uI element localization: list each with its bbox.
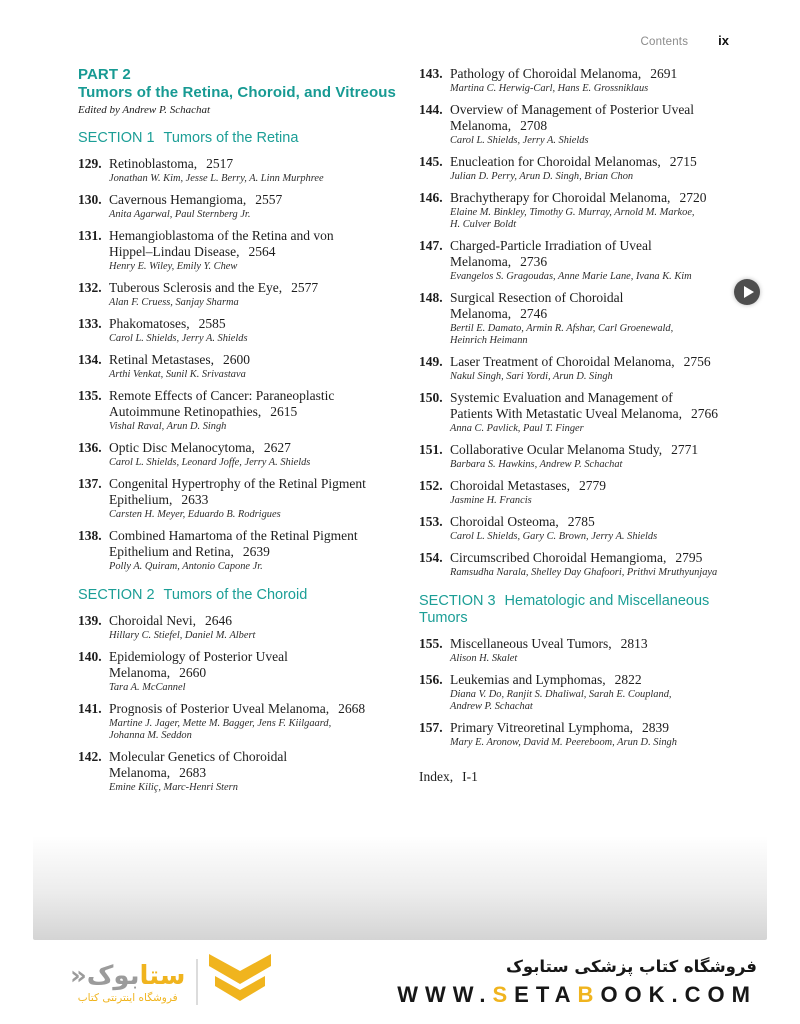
chapter-authors-line1: Ramsudha Narala, Shelley Day Ghafoori, Prithvi Mruthyunjaya (450, 567, 718, 578)
logo-wordmark-block (70, 961, 185, 1004)
chapter-page: 2615 (270, 404, 298, 419)
chapter-authors (109, 261, 409, 273)
toc-entry (78, 749, 409, 794)
page-header (641, 33, 729, 48)
chapter-authors-line1: Diana V. Do, Ranjit S. Dhaliwal, Sarah E. Coupland, (450, 689, 672, 700)
chapter-title: Congenital Hypertrophy of the Retinal Pigment (109, 476, 366, 491)
logo-subtitle: فروشگاه اینترنتی کتاب (77, 991, 178, 1004)
chapter-title-line (109, 528, 409, 560)
chapter-page: 2720 (679, 190, 707, 205)
wordmark-gray-part: بوک (86, 960, 140, 991)
chapter-authors-line1: Polly A. Quiram, Antonio Capone Jr. (109, 561, 263, 572)
toc-entry (419, 290, 750, 347)
chapter-title-cont: Epithelium and Retina, (109, 544, 234, 559)
chapter-authors (109, 333, 409, 345)
footer-brand-text (397, 956, 757, 1008)
chapter-title-line (450, 354, 750, 370)
chapter-title: Choroidal Nevi, (109, 613, 196, 628)
toc-column-left (78, 66, 409, 801)
chapter-title-cont: Autoimmune Retinopathies, (109, 404, 262, 419)
section-name: Tumors of the Choroid (163, 587, 308, 603)
chapter-authors (450, 653, 750, 665)
chapter-authors-line1: Mary E. Aronow, David M. Peereboom, Arun D. Singh (450, 737, 677, 748)
footer-website (397, 982, 757, 1008)
chapter-number: 136. (78, 440, 102, 455)
page-number: ix (718, 33, 729, 48)
chapter-authors (450, 689, 750, 713)
chapter-number: 133. (78, 316, 102, 331)
chapter-title: Charged-Particle Irradiation of Uveal (450, 238, 652, 253)
chapter-title: Laser Treatment of Choroidal Melanoma, (450, 354, 675, 369)
chapter-title-line (109, 613, 409, 629)
toc-entry (419, 636, 750, 665)
toc-columns (78, 66, 750, 801)
chapter-authors-line1: Jonathan W. Kim, Jesse L. Berry, A. Linn Murphree (109, 173, 324, 184)
toc-entry (78, 352, 409, 381)
chapter-number: 154. (419, 550, 443, 565)
website-post: OOK.COM (600, 982, 757, 1007)
chapter-title: Miscellaneous Uveal Tumors, (450, 636, 612, 651)
toc-entry (419, 478, 750, 507)
footer-tagline: فروشگاه کتاب پزشکی ستابوک (506, 957, 757, 976)
chapter-authors-line1: Alan F. Cruess, Sanjay Sharma (109, 297, 239, 308)
chapter-authors-line1: Hillary C. Stiefel, Daniel M. Albert (109, 630, 256, 641)
section-heading-2 (78, 587, 409, 604)
toc-entry (78, 701, 409, 742)
chapter-number: 145. (419, 154, 443, 169)
chapter-title-line (109, 440, 409, 456)
toc-entry (419, 442, 750, 471)
wordmark-guillemet: « (70, 960, 87, 991)
chapter-page: 2785 (567, 514, 595, 529)
chapter-number: 141. (78, 701, 102, 716)
chapter-number: 139. (78, 613, 102, 628)
wordmark-gold-part: ستا (139, 960, 186, 991)
chapter-authors-line2: Heinrich Heimann (450, 335, 528, 346)
chapter-title: Enucleation for Choroidal Melanomas, (450, 154, 661, 169)
chapter-authors-line1: Henry E. Wiley, Emily Y. Chew (109, 261, 238, 272)
chapter-number: 150. (419, 390, 443, 405)
chapter-authors (109, 682, 409, 694)
chapter-title-line (450, 720, 750, 736)
chapter-title-line (450, 190, 750, 206)
chapter-authors (450, 737, 750, 749)
chapter-authors-line1: Barbara S. Hawkins, Andrew P. Schachat (450, 459, 623, 470)
chapter-authors (450, 371, 750, 383)
section-3-entries (419, 636, 750, 749)
chapter-authors (450, 459, 750, 471)
chapter-page: 2736 (520, 254, 548, 269)
chapter-title: Primary Vitreoretinal Lymphoma, (450, 720, 634, 735)
chapter-page: 2715 (669, 154, 697, 169)
toc-entry (78, 156, 409, 185)
toc-entry (78, 192, 409, 221)
contents-label: Contents (640, 36, 689, 48)
chapter-page: 2779 (578, 478, 606, 493)
chapter-page: 2813 (620, 636, 648, 651)
chapter-page: 2771 (671, 442, 699, 457)
logo-divider (196, 959, 198, 1005)
chapter-authors (109, 297, 409, 309)
chapter-title-line (109, 476, 409, 508)
chapter-page: 2633 (181, 492, 209, 507)
chapter-title-cont: Epithelium, (109, 492, 173, 507)
chapter-title: Systemic Evaluation and Management of (450, 390, 673, 405)
chapter-authors (450, 83, 750, 95)
chapter-authors-line1: Tara A. McCannel (109, 682, 186, 693)
chapter-title-line (109, 228, 409, 260)
chapter-page: 2564 (248, 244, 276, 259)
section-2-entries-left (78, 613, 409, 794)
chapter-page: 2577 (291, 280, 319, 295)
website-s: S (492, 982, 515, 1007)
chapter-number: 153. (419, 514, 443, 529)
toc-entry (419, 190, 750, 231)
chapter-authors (450, 531, 750, 543)
chapter-title: Brachytherapy for Choroidal Melanoma, (450, 190, 671, 205)
chapter-authors (109, 457, 409, 469)
chapter-authors-line2: H. Culver Boldt (450, 219, 517, 230)
double-chevron-down-icon (209, 954, 271, 1010)
chapter-authors (109, 509, 409, 521)
chapter-title-line (450, 290, 750, 322)
chapter-title-line (450, 66, 750, 82)
toc-entry (78, 613, 409, 642)
toc-entry (78, 316, 409, 345)
toc-entry (78, 280, 409, 309)
chapter-authors (109, 209, 409, 221)
chapter-page: 2639 (242, 544, 270, 559)
chapter-number: 156. (419, 672, 443, 687)
section-label: SECTION 2 (78, 587, 155, 603)
chapter-authors (109, 173, 409, 185)
chapter-page: 2683 (179, 765, 207, 780)
chapter-number: 131. (78, 228, 102, 243)
chapter-title-line (450, 636, 750, 652)
chapter-number: 155. (419, 636, 443, 651)
chapter-title-line (109, 156, 409, 172)
chapter-title: Prognosis of Posterior Uveal Melanoma, (109, 701, 330, 716)
chapter-number: 142. (78, 749, 102, 764)
chapter-title-line (450, 478, 750, 494)
chapter-authors-line1: Carol L. Shields, Jerry A. Shields (109, 333, 248, 344)
section-name: Hematologic and Miscellaneous Tumors (419, 593, 710, 626)
toc-entry (419, 354, 750, 383)
chapter-authors (450, 135, 750, 147)
chapter-title-line (109, 749, 409, 781)
chapter-number: 152. (419, 478, 443, 493)
chapter-authors-line1: Evangelos S. Gragoudas, Anne Marie Lane, Ivana K. Kim (450, 271, 692, 282)
toc-entry (419, 720, 750, 749)
chapter-authors (109, 718, 409, 742)
chapter-authors-line1: Vishal Raval, Arun D. Singh (109, 421, 227, 432)
chapter-title: Leukemias and Lymphomas, (450, 672, 606, 687)
chapter-title: Retinal Metastases, (109, 352, 214, 367)
chapter-authors (109, 421, 409, 433)
chapter-title-line (109, 316, 409, 332)
chapter-number: 151. (419, 442, 443, 457)
chapter-number: 147. (419, 238, 443, 253)
chapter-authors-line1: Jasmine H. Francis (450, 495, 532, 506)
chapter-title: Overview of Management of Posterior Uveal (450, 102, 695, 117)
chapter-title: Surgical Resection of Choroidal (450, 290, 624, 305)
chapter-authors-line1: Martine J. Jager, Mette M. Bagger, Jens F. Kiilgaard, (109, 718, 332, 729)
chapter-authors-line2: Johanna M. Seddon (109, 730, 192, 741)
chapter-title: Combined Hamartoma of the Retinal Pigment (109, 528, 358, 543)
chapter-title: Epidemiology of Posterior Uveal (109, 649, 288, 664)
chapter-title-cont: Hippel–Lindau Disease, (109, 244, 240, 259)
chapter-page: 2756 (683, 354, 711, 369)
chapter-authors (450, 495, 750, 507)
toc-entry (78, 528, 409, 573)
section-heading-3 (419, 593, 750, 627)
chapter-title-line (450, 154, 750, 170)
chapter-page: 2600 (222, 352, 250, 367)
chapter-title-cont: Melanoma, (450, 254, 512, 269)
chapter-number: 148. (419, 290, 443, 305)
chapter-number: 130. (78, 192, 102, 207)
toc-entry (419, 672, 750, 713)
index-entry (419, 769, 750, 785)
chapter-title-line (450, 390, 750, 422)
part-title: Tumors of the Retina, Choroid, and Vitreous (78, 84, 396, 101)
toc-column-right (419, 66, 750, 801)
chapter-authors-line1: Bertil E. Damato, Armin R. Afshar, Carl Groenewald, (450, 323, 674, 334)
chapter-page: 2766 (691, 406, 719, 421)
chapter-title: Choroidal Metastases, (450, 478, 570, 493)
toc-entry (78, 649, 409, 694)
chapter-number: 140. (78, 649, 102, 664)
chapter-title: Retinoblastoma, (109, 156, 198, 171)
chapter-number: 138. (78, 528, 102, 543)
section-label: SECTION 3 (419, 593, 496, 609)
chapter-title-line (450, 672, 750, 688)
chapter-title-cont: Melanoma, (109, 765, 171, 780)
chapter-page: 2746 (520, 306, 548, 321)
part-editor: Edited by Andrew P. Schachat (78, 104, 211, 116)
chapter-page: 2691 (650, 66, 678, 81)
chapter-authors (109, 369, 409, 381)
chapter-authors-line2: Andrew P. Schachat (450, 701, 533, 712)
website-b: B (577, 982, 601, 1007)
chapter-page: 2839 (642, 720, 670, 735)
chapter-title-line (450, 102, 750, 134)
chapter-authors-line1: Alison H. Skalet (450, 653, 518, 664)
chapter-title-cont: Melanoma, (450, 118, 512, 133)
toc-entry (419, 238, 750, 283)
chapter-authors (450, 567, 750, 579)
toc-entry (419, 66, 750, 95)
toc-entry (78, 476, 409, 521)
chapter-authors-line1: Nakul Singh, Sari Yordi, Arun D. Singh (450, 371, 613, 382)
section-heading-1 (78, 130, 409, 147)
chapter-authors (109, 630, 409, 642)
index-page: I-1 (462, 769, 478, 784)
section-name: Tumors of the Retina (163, 130, 299, 146)
footer (0, 940, 800, 1024)
chapter-title: Choroidal Osteoma, (450, 514, 559, 529)
chapter-authors-line1: Carol L. Shields, Jerry A. Shields (450, 135, 589, 146)
chapter-number: 134. (78, 352, 102, 367)
section-1-entries (78, 156, 409, 573)
chapter-page: 2795 (675, 550, 703, 565)
chapter-title: Cavernous Hemangioma, (109, 192, 247, 207)
website-mid: ETA (514, 982, 578, 1007)
chapter-title: Pathology of Choroidal Melanoma, (450, 66, 642, 81)
chapter-page: 2585 (198, 316, 226, 331)
index-label: Index, (419, 769, 454, 784)
chapter-title-line (109, 352, 409, 368)
toc-entry (419, 390, 750, 435)
chapter-title-cont: Melanoma, (109, 665, 171, 680)
toc-entry (419, 154, 750, 183)
chapter-page: 2668 (338, 701, 366, 716)
chapter-number: 132. (78, 280, 102, 295)
chapter-title: Remote Effects of Cancer: Paraneoplastic (109, 388, 335, 403)
chapter-number: 149. (419, 354, 443, 369)
chapter-page: 2660 (179, 665, 207, 680)
toc-entry (78, 388, 409, 433)
chapter-authors (450, 423, 750, 435)
chapter-authors (450, 207, 750, 231)
chapter-title-line (450, 514, 750, 530)
chapter-authors-line1: Julian D. Perry, Arun D. Singh, Brian Chon (450, 171, 634, 182)
chapter-page: 2646 (205, 613, 232, 628)
page-bottom-shadow (33, 836, 767, 940)
chapter-title-line (450, 442, 750, 458)
setabook-logo (70, 954, 271, 1010)
part-heading (78, 66, 409, 117)
chapter-authors-line1: Anita Agarwal, Paul Sternberg Jr. (109, 209, 251, 220)
section-2-entries-right (419, 66, 750, 579)
chapter-number: 137. (78, 476, 102, 491)
chapter-authors-line1: Carol L. Shields, Gary C. Brown, Jerry A. Shields (450, 531, 658, 542)
chapter-authors-line1: Elaine M. Binkley, Timothy G. Murray, Arnold M. Markoe, (450, 207, 695, 218)
chapter-title: Tuberous Sclerosis and the Eye, (109, 280, 283, 295)
chapter-title: Hemangioblastoma of the Retina and von (109, 228, 334, 243)
toc-entry (419, 550, 750, 579)
chapter-title-line (109, 701, 409, 717)
chapter-page: 2822 (614, 672, 642, 687)
chapter-page: 2517 (206, 156, 234, 171)
chapter-title-line (450, 238, 750, 270)
chapter-number: 157. (419, 720, 443, 735)
chapter-title-line (109, 192, 409, 208)
chapter-authors-line1: Martina C. Herwig-Carl, Hans E. Grossniklaus (450, 83, 649, 94)
chapter-authors (109, 561, 409, 573)
chapter-authors-line1: Carol L. Shields, Leonard Joffe, Jerry A. Shields (109, 457, 311, 468)
chapter-title: Collaborative Ocular Melanoma Study, (450, 442, 663, 457)
chapter-number: 144. (419, 102, 443, 117)
toc-entry (419, 102, 750, 147)
chapter-title-line (109, 280, 409, 296)
toc-entry (419, 514, 750, 543)
chapter-number: 129. (78, 156, 102, 171)
chapter-number: 146. (419, 190, 443, 205)
chapter-title-cont: Melanoma, (450, 306, 512, 321)
chapter-authors-line1: Emine Kiliç, Marc-Henri Stern (109, 782, 238, 793)
play-icon (744, 286, 754, 298)
chapter-title-cont: Patients With Metastatic Uveal Melanoma, (450, 406, 683, 421)
chapter-title-line (109, 649, 409, 681)
chapter-authors (450, 271, 750, 283)
part-kicker: PART 2 (78, 66, 131, 83)
toc-entry (78, 228, 409, 273)
chapter-title: Optic Disc Melanocytoma, (109, 440, 255, 455)
chapter-authors (450, 323, 750, 347)
chapter-authors-line1: Arthi Venkat, Sunil K. Srivastava (109, 369, 246, 380)
chapter-title-line (450, 550, 750, 566)
chapter-title: Circumscribed Choroidal Hemangioma, (450, 550, 667, 565)
section-label: SECTION 1 (78, 130, 155, 146)
chapter-title-line (109, 388, 409, 420)
chapter-number: 143. (419, 66, 443, 81)
toc-entry (78, 440, 409, 469)
chapter-authors-line1: Anna C. Pavlick, Paul T. Finger (450, 423, 584, 434)
chapter-page: 2557 (255, 192, 283, 207)
play-button[interactable] (734, 279, 760, 305)
chapter-title: Phakomatoses, (109, 316, 190, 331)
chapter-title: Molecular Genetics of Choroidal (109, 749, 288, 764)
chapter-authors (109, 782, 409, 794)
website-pre: WWW. (397, 982, 493, 1007)
logo-wordmark (70, 961, 185, 991)
chapter-authors-line1: Carsten H. Meyer, Eduardo B. Rodrigues (109, 509, 281, 520)
chapter-page: 2627 (263, 440, 291, 455)
chapter-page: 2708 (520, 118, 548, 133)
chapter-number: 135. (78, 388, 102, 403)
chapter-authors (450, 171, 750, 183)
